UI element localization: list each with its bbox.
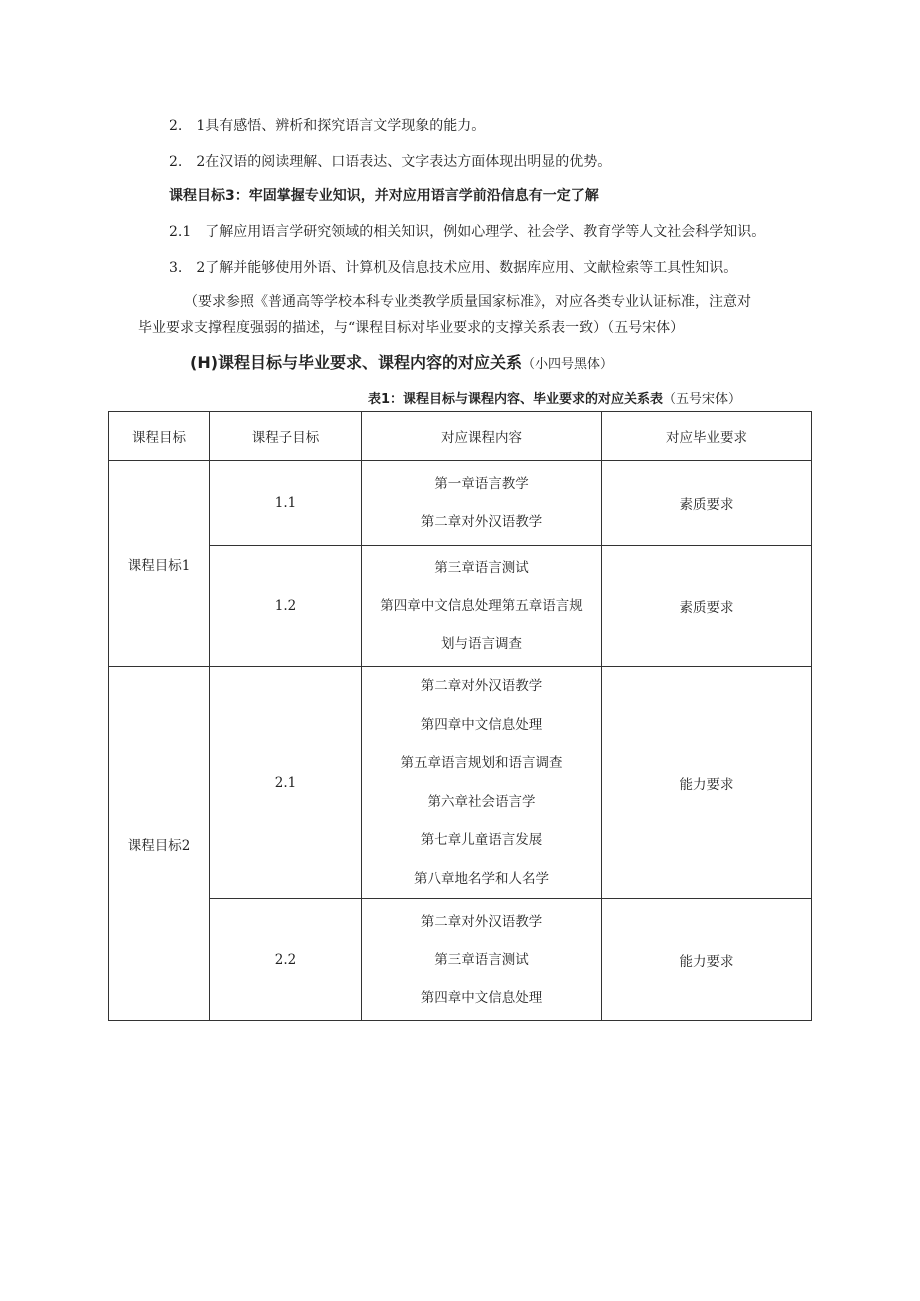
requirement-cell: 能力要求	[602, 899, 812, 1021]
content-item: 第五章语言规划和语言调查	[400, 755, 563, 771]
table-header-row	[109, 412, 812, 461]
section-note: （小四号黑体）	[522, 357, 614, 372]
requirement-note-line-1: （要求参照《普通高等学校本科专业类教学质量国家标准》，对应各类专业认证标准，注意对	[184, 294, 751, 310]
table-row	[109, 546, 812, 667]
requirement-cell: 素质要求	[602, 461, 812, 546]
content-item: 第一章语言教学	[434, 476, 529, 492]
content-item: 第二章对外汉语教学	[420, 913, 543, 930]
table-row	[109, 667, 812, 899]
table-caption	[368, 390, 741, 410]
content-item: 第二章对外汉语教学	[420, 678, 543, 694]
paragraph-2-2: 2. 2在汉语的阅读理解、口语表达、文字表达方面体现出明显的优势。	[169, 154, 612, 170]
content-item: 第四章中文信息处理第五章语言规	[380, 598, 583, 614]
course-goal-3-heading: 课程目标3：牢固掌握专业知识，并对应用语言学前沿信息有一定了解	[169, 188, 599, 204]
content-cell	[362, 461, 602, 546]
table-row	[109, 899, 812, 1021]
content-item: 第四章中文信息处理	[420, 716, 543, 733]
sub-goal-cell: 1.2	[210, 546, 362, 667]
content-item: 第三章语言测试	[434, 560, 529, 576]
content-item: 第四章中文信息处理	[420, 989, 543, 1006]
paragraph-3-2: 3. 2了解并能够使用外语、计算机及信息技术应用、数据库应用、文献检索等工具性知识。	[169, 260, 738, 276]
section-heading	[190, 352, 613, 376]
header-graduation-requirement: 对应毕业要求	[602, 412, 812, 461]
goal-mapping-table	[108, 411, 812, 1021]
sub-goal-cell: 1.1	[210, 461, 362, 546]
paragraph-2-1: 2. 1具有感悟、辨析和探究语言文学现象的能力。	[169, 118, 486, 134]
content-cell	[362, 667, 602, 899]
sub-goal-cell: 2.1	[210, 667, 362, 899]
content-item: 划与语言调查	[441, 636, 522, 652]
table-caption-note: （五号宋体）	[663, 392, 742, 407]
requirement-cell: 能力要求	[602, 667, 812, 899]
content-item: 第六章社会语言学	[427, 793, 536, 810]
header-sub-goal: 课程子目标	[210, 412, 362, 461]
sub-goal-cell: 2.2	[210, 899, 362, 1021]
section-title: (H)课程目标与毕业要求、课程内容的对应关系	[190, 353, 523, 372]
content-cell	[362, 899, 602, 1021]
paragraph-3-1: 2.1 了解应用语言学研究领域的相关知识，例如心理学、社会学、教育学等人文社会科学知识。	[169, 224, 766, 240]
table-row	[109, 461, 812, 546]
requirement-note-line-2: 毕业要求支撑程度强弱的描述，与“课程目标对毕业要求的支撑关系表一致）（五号宋体）	[138, 320, 685, 336]
header-course-content: 对应课程内容	[362, 412, 602, 461]
content-item: 第七章儿童语言发展	[420, 832, 543, 848]
goal-cell: 课程目标2	[109, 667, 210, 1021]
content-item: 第八章地名学和人名学	[414, 870, 549, 887]
requirement-cell: 素质要求	[602, 546, 812, 667]
header-course-goal: 课程目标	[109, 412, 210, 461]
goal-cell: 课程目标1	[109, 461, 210, 667]
content-item: 第三章语言测试	[434, 951, 529, 968]
table-caption-title: 表1：课程目标与课程内容、毕业要求的对应关系表	[368, 392, 664, 407]
content-cell	[362, 546, 602, 667]
content-item: 第二章对外汉语教学	[420, 514, 543, 530]
